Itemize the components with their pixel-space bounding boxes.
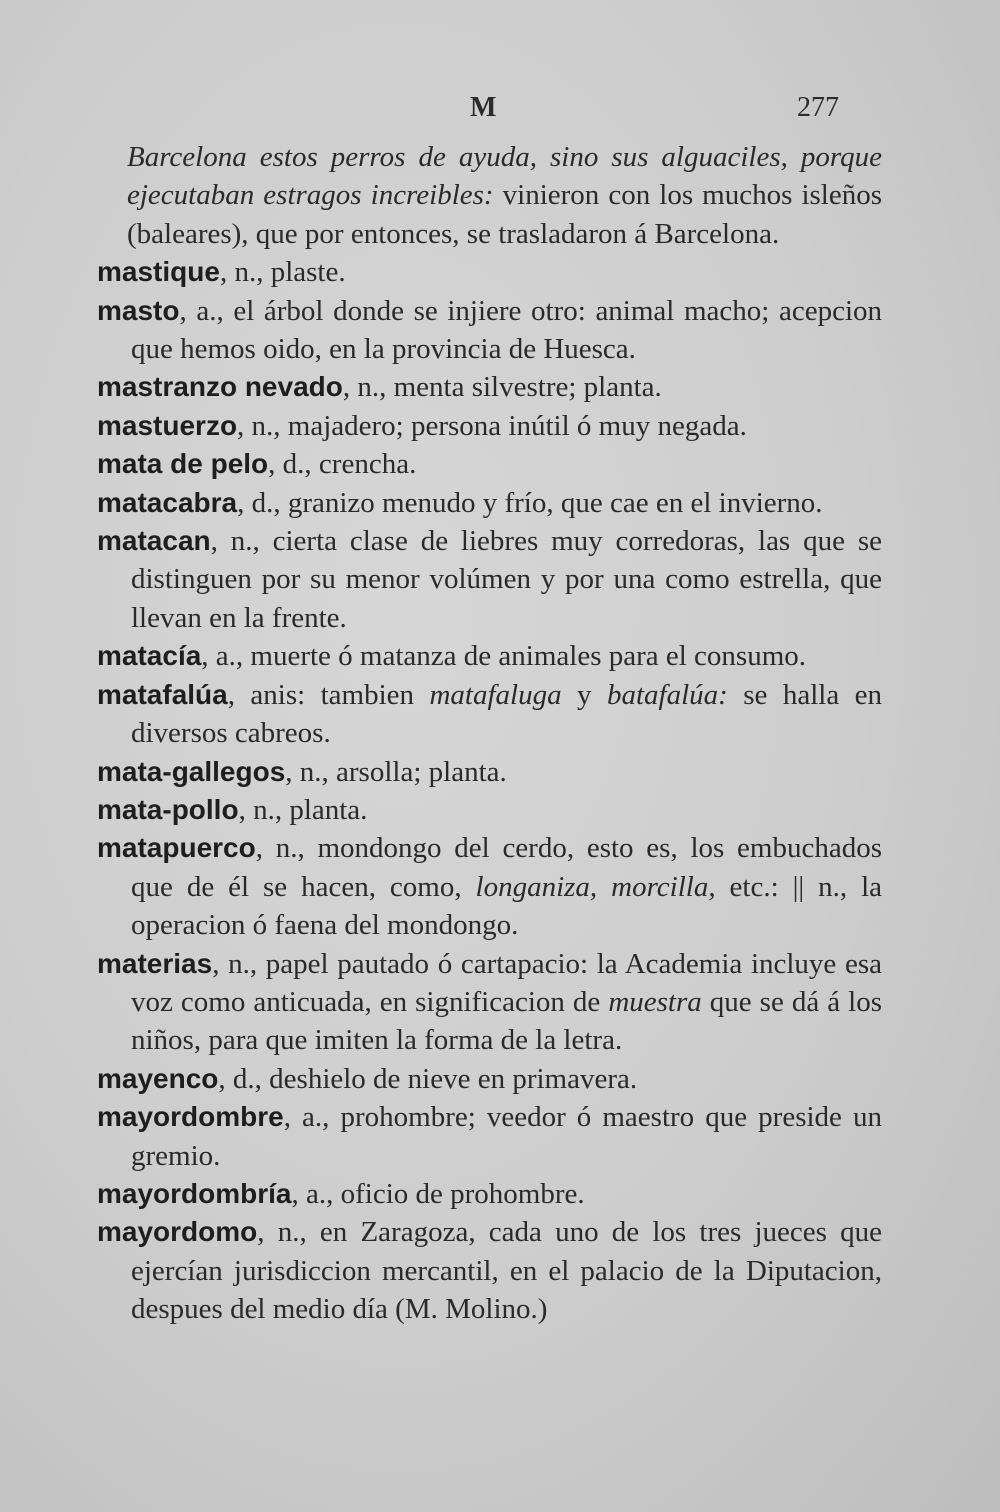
- definition: , a., el árbol donde se injiere otro: animal macho; acepcion que hemos oido, en la provincia de Huesca.: [131, 294, 882, 366]
- headword: mayordombría: [97, 1177, 292, 1209]
- section-letter: M: [470, 92, 497, 123]
- definition: , d., granizo menudo y frío, que cae en el invierno.: [237, 486, 823, 519]
- continuation-paragraph: [97, 138, 882, 253]
- headword: mata de pelo: [97, 448, 269, 480]
- headword: mayenco: [97, 1062, 219, 1094]
- headword: matafalúa: [97, 678, 228, 710]
- italic-term: longaniza, morcilla,: [475, 870, 716, 903]
- headword: materias: [97, 947, 213, 979]
- entry-mata-de-pelo: [97, 445, 882, 483]
- entry-mayordomo: [97, 1213, 882, 1328]
- italic-term: muestra: [608, 985, 702, 1018]
- italic-term: batafalúa:: [606, 678, 728, 711]
- definition: , n., planta.: [238, 793, 368, 826]
- definition: , d., deshielo de nieve en primavera.: [218, 1062, 638, 1095]
- headword: mata-gallegos: [97, 755, 286, 787]
- definition: , a., prohombre; veedor ó maestro que preside un gremio.: [131, 1101, 882, 1172]
- page-header: [0, 92, 1000, 132]
- definition: , n., en Zaragoza, cada uno de los tres jueces que ejercían jurisdiccion mercantil, en el palacio de la Diputacion, despues del medio día (M. Molino.): [131, 1216, 882, 1326]
- definition: , anis: tambien: [227, 678, 430, 711]
- entry-mastranzo-nevado: [97, 368, 882, 406]
- headword: mayordomo: [97, 1216, 258, 1248]
- continuation-italic: Barcelona estos perros de ayuda, sino sus alguaciles, porque ejecutaban estragos increibles:: [127, 141, 882, 212]
- entry-matacabra: [97, 484, 882, 522]
- definition: , n., majadero; persona inútil ó muy negada.: [237, 409, 747, 442]
- definition: , d., crencha.: [268, 448, 417, 481]
- definition: , n., cierta clase de liebres muy corredoras, las que se distinguen por su menor volúmen y por una como estrella, que llevan en la frente.: [131, 525, 882, 634]
- headword: matacan: [97, 525, 211, 557]
- definition: y: [561, 678, 607, 711]
- entry-mastuerzo: [97, 407, 882, 445]
- headword: mastranzo nevado: [97, 371, 343, 403]
- headword: mata-pollo: [97, 793, 239, 825]
- entry-matafalua: [97, 676, 882, 753]
- headword: mastique: [97, 256, 220, 288]
- dictionary-text: [97, 138, 882, 1329]
- entry-mata-gallegos: [97, 753, 882, 791]
- definition: etc.: || n., la operacion ó faena del mondongo.: [131, 870, 882, 942]
- italic-term: matafaluga: [429, 678, 562, 711]
- entry-mastique: [97, 253, 882, 291]
- definition: que se dá á los niños, para que imiten la forma de la letra.: [131, 985, 882, 1057]
- headword: mastuerzo: [97, 409, 238, 441]
- headword: masto: [97, 294, 180, 326]
- entry-matacia: [97, 637, 882, 675]
- entry-mayordombre: [97, 1098, 882, 1175]
- headword: matapuerco: [97, 832, 256, 864]
- page-number: 277: [797, 92, 839, 123]
- entry-masto: [97, 292, 882, 369]
- continuation-rest: vinieron con los muchos isleños (baleares), que por entonces, se trasladaron á Barcelona.: [127, 179, 882, 250]
- headword: matacabra: [97, 486, 238, 518]
- definition: , n., arsolla; planta.: [285, 755, 507, 788]
- definition: , a., muerte ó matanza de animales para el consumo.: [201, 640, 807, 673]
- entry-mayenco: [97, 1060, 882, 1098]
- definition: , n., menta silvestre; planta.: [342, 371, 662, 404]
- definition: , n., mondongo del cerdo, esto es, los embuchados que de él se hacen, como,: [131, 832, 882, 903]
- headword: mayordombre: [97, 1101, 284, 1133]
- entry-matacan: [97, 522, 882, 637]
- definition: , a., oficio de prohombre.: [291, 1177, 585, 1210]
- headword: matacía: [97, 640, 202, 672]
- definition: , n., papel pautado ó cartapacio: la Academia incluye esa voz como anticuada, en significacion de: [131, 947, 882, 1018]
- entry-materias: [97, 945, 882, 1060]
- entry-mayordombria: [97, 1175, 882, 1213]
- definition: , n., plaste.: [219, 256, 346, 289]
- entry-matapuerco: [97, 829, 882, 944]
- entry-mata-pollo: [97, 791, 882, 829]
- definition: se halla en diversos cabreos.: [131, 678, 883, 750]
